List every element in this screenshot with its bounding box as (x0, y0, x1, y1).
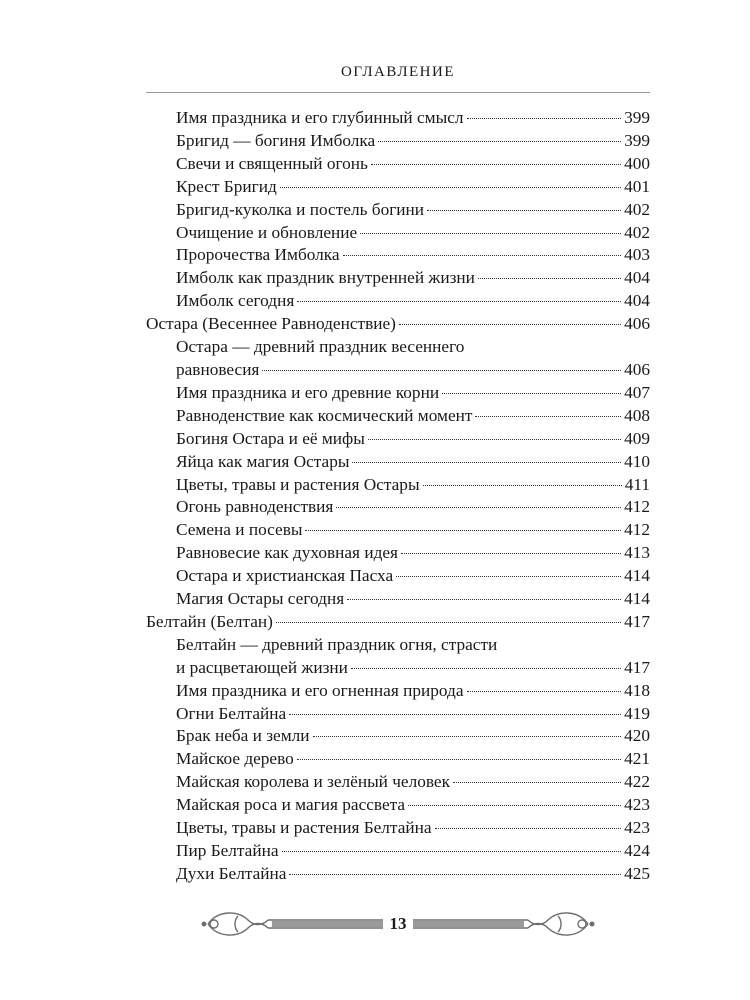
toc-entry[interactable] (146, 428, 650, 451)
toc-entry-title: Яйца как магия Остары (176, 451, 350, 471)
toc-entry[interactable] (146, 519, 650, 542)
dot-leader (467, 118, 622, 119)
dot-leader (297, 759, 621, 760)
toc-entry[interactable] (146, 542, 650, 565)
dot-leader (347, 599, 621, 600)
toc-entry-page: 404 (624, 291, 650, 311)
toc-entry[interactable] (146, 244, 650, 267)
page-footer (146, 900, 650, 950)
toc-entry-page: 417 (624, 657, 650, 677)
table-of-contents (146, 107, 650, 886)
toc-entry-page: 424 (624, 841, 650, 860)
toc-entry-page: 420 (624, 726, 650, 746)
toc-entry-page: 406 (624, 359, 650, 379)
toc-entry[interactable] (146, 496, 650, 519)
toc-entry-title: Имболк как праздник внутренней жизни (176, 268, 475, 288)
toc-entry-page: 419 (624, 703, 650, 723)
dot-leader (401, 553, 621, 554)
toc-entry-page: 406 (624, 314, 650, 334)
toc-entry[interactable] (146, 451, 650, 474)
dot-leader (280, 187, 621, 188)
toc-entry[interactable] (146, 565, 650, 588)
toc-entry-page: 403 (624, 245, 650, 265)
toc-entry-page: 413 (624, 543, 650, 563)
toc-entry-page: 399 (624, 108, 650, 127)
toc-entry-title: Равновесие как духовная идея (176, 543, 398, 563)
dot-leader (360, 233, 621, 234)
toc-entry-page: 404 (624, 268, 650, 288)
toc-entry-title: Свечи и священный огонь (176, 153, 368, 173)
dot-leader (378, 141, 621, 142)
toc-entry-title: Цветы, травы и растения Белтайна (176, 818, 432, 838)
toc-section-title: Остара (Весеннее Равноденствие) (146, 314, 396, 334)
toc-entry-page: 421 (624, 749, 650, 769)
toc-entry[interactable] (146, 771, 650, 794)
toc-entry-page: 414 (624, 566, 650, 586)
toc-entry-page: 410 (624, 451, 650, 471)
toc-entry-title: Имя праздника и его глубинный смысл (176, 108, 464, 127)
toc-entry[interactable] (146, 680, 650, 703)
dot-leader (478, 278, 621, 279)
dot-leader (305, 530, 621, 531)
toc-entry[interactable] (146, 130, 650, 153)
dot-leader (352, 462, 621, 463)
dot-leader (313, 736, 622, 737)
toc-entry[interactable] (146, 748, 650, 771)
toc-entry-title: Майское дерево (176, 749, 294, 769)
toc-entry[interactable] (146, 725, 650, 748)
dot-leader (453, 782, 621, 783)
dot-leader (467, 691, 622, 692)
toc-entry[interactable] (146, 222, 650, 245)
toc-entry-page: 399 (624, 130, 650, 150)
toc-entry-title: Богиня Остара и её мифы (176, 428, 365, 448)
toc-entry-title: Имя праздника и его огненная природа (176, 680, 464, 700)
scroll-ornament-icon (408, 906, 598, 942)
toc-entry-title: Пророчества Имболка (176, 245, 340, 265)
toc-entry-title: Майская роса и магия рассвета (176, 795, 406, 815)
toc-entry[interactable] (146, 405, 650, 428)
toc-entry[interactable] (146, 290, 650, 313)
toc-entry[interactable] (146, 817, 650, 840)
dot-leader (399, 324, 621, 325)
dot-leader (435, 828, 622, 829)
toc-entry-page: 408 (624, 405, 650, 425)
toc-entry[interactable] (146, 107, 650, 130)
toc-entry-page: 425 (624, 863, 650, 883)
toc-entry-title: Пир Белтайна (176, 841, 279, 860)
dot-leader (427, 210, 621, 211)
toc-entry[interactable] (146, 176, 650, 199)
dot-leader (336, 507, 621, 508)
toc-entry-page: 409 (624, 428, 650, 448)
page-header: ОГЛАВЛЕНИЕ (341, 64, 455, 80)
toc-entry[interactable] (146, 474, 650, 497)
toc-entry-page: 414 (624, 589, 650, 609)
toc-entry-title: Майская королева и зелёный человек (176, 772, 450, 792)
toc-section-entry[interactable] (146, 313, 650, 336)
toc-entry-title: Цветы, травы и растения Остары (176, 474, 420, 494)
dot-leader (408, 805, 621, 806)
toc-entry-page: 412 (624, 520, 650, 540)
dot-leader (289, 874, 621, 875)
toc-entry-title-line2: равновесия (176, 359, 260, 379)
toc-entry-title: Бригид — богиня Имболка (176, 130, 376, 150)
dot-leader (297, 301, 621, 302)
toc-entry-page: 402 (624, 199, 650, 219)
toc-entry-page: 407 (624, 382, 650, 402)
toc-entry[interactable] (146, 153, 650, 176)
toc-entry[interactable] (146, 382, 650, 405)
toc-entry-page: 401 (624, 176, 650, 196)
toc-entry[interactable] (146, 267, 650, 290)
toc-entry-page: 412 (624, 497, 650, 517)
toc-entry-title: Семена и посевы (176, 520, 303, 540)
toc-entry[interactable] (146, 336, 650, 382)
toc-entry-title: Имя праздника и его древние корни (176, 382, 440, 402)
dot-leader (368, 439, 621, 440)
toc-entry-title: Бригид-куколка и постель богини (176, 199, 425, 219)
toc-entry-title: Магия Остары сегодня (176, 589, 345, 609)
dot-leader (371, 164, 621, 165)
toc-entry[interactable] (146, 794, 650, 817)
toc-entry-page: 400 (624, 153, 650, 173)
dot-leader (475, 416, 621, 417)
toc-entry-title: Имболк сегодня (176, 291, 295, 311)
toc-entry-page: 423 (624, 795, 650, 815)
header-rule (146, 92, 650, 93)
toc-entry[interactable] (146, 199, 650, 222)
toc-entry[interactable] (146, 634, 650, 680)
toc-entry-page: 417 (624, 611, 650, 631)
dot-leader (396, 576, 621, 577)
dot-leader (343, 255, 621, 256)
toc-entry-title-line1: Остара — древний праздник весеннего (176, 337, 465, 357)
toc-entry-title: Огни Белтайна (176, 703, 287, 723)
toc-entry-title: Очищение и обновление (176, 222, 358, 242)
toc-entry[interactable] (146, 588, 650, 611)
toc-entry-page: 423 (624, 818, 650, 838)
toc-entry-title-line2: и расцветающей жизни (176, 657, 348, 677)
dot-leader (282, 851, 622, 852)
dot-leader (423, 485, 622, 486)
toc-section-title: Белтайн (Белтан) (146, 611, 273, 631)
page-number: 13 (389, 914, 407, 933)
toc-entry-title-line1: Белтайн — древний праздник огня, страсти (176, 634, 498, 654)
toc-entry-page: 411 (624, 474, 650, 494)
toc-entry-title: Равноденствие как космический момент (176, 405, 473, 425)
toc-entry-page: 418 (624, 680, 650, 700)
toc-entry[interactable] (146, 703, 650, 726)
dot-leader (276, 622, 621, 623)
toc-entry-title: Огонь равноденствия (176, 497, 334, 517)
dot-leader (351, 668, 621, 669)
dot-leader (262, 370, 621, 371)
toc-entry-title: Крест Бригид (176, 176, 277, 196)
toc-entry-title: Остара и христианская Пасха (176, 566, 394, 586)
toc-entry[interactable] (146, 840, 650, 863)
toc-entry-page: 422 (624, 772, 650, 792)
dot-leader (289, 714, 621, 715)
dot-leader (442, 393, 621, 394)
toc-entry[interactable] (146, 863, 650, 886)
toc-entry-title: Брак неба и земли (176, 726, 310, 746)
toc-section-entry[interactable] (146, 611, 650, 634)
toc-entry-title: Духи Белтайна (176, 863, 287, 883)
toc-entry-page: 402 (624, 222, 650, 242)
